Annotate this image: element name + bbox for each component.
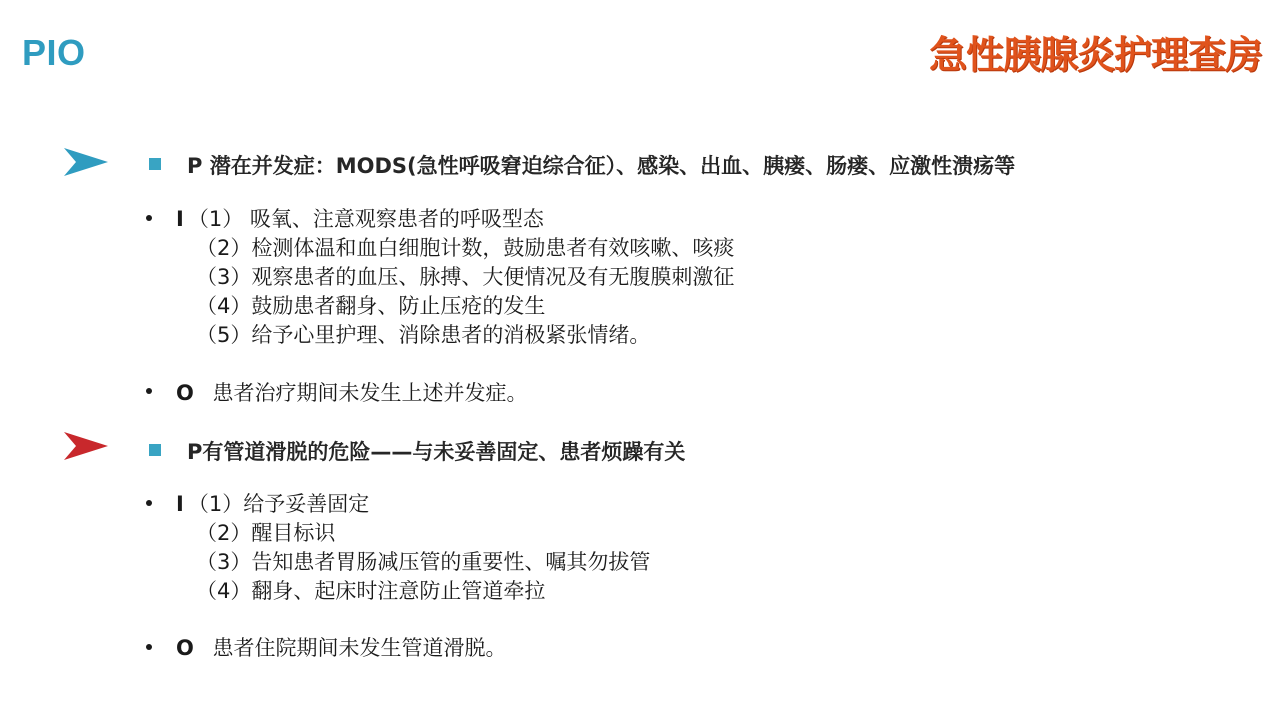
intervention-item: （4）鼓励患者翻身、防止压疮的发生 [196, 294, 546, 318]
pio-title: PIO [22, 32, 86, 73]
arrow-icon-red [62, 430, 110, 462]
bullet-dot-icon [146, 644, 152, 650]
bullet-dot-icon [146, 500, 152, 506]
intervention-line [176, 488, 369, 518]
section-heading-tube-risk: P有管道滑脱的危险——与未妥善固定、患者烦躁有关 [187, 440, 686, 464]
intervention-line [176, 203, 544, 233]
intervention-letter: I [176, 207, 184, 231]
brand-title: 急性胰腺炎护理查房 [928, 33, 1262, 77]
intervention-item: （4）翻身、起床时注意防止管道牵拉 [196, 579, 546, 603]
intervention-item: （2）检测体温和血白细胞计数，鼓励患者有效咳嗽、咳痰 [196, 236, 735, 260]
intervention-letter: I [176, 492, 184, 516]
square-bullet-icon [149, 158, 161, 170]
intervention-item: （3）观察患者的血压、脉搏、大便情况及有无腹膜刺激征 [196, 265, 735, 289]
outcome-line [176, 377, 528, 407]
outcome-text: 患者住院期间未发生管道滑脱。 [212, 636, 507, 660]
outcome-text: 患者治疗期间未发生上述并发症。 [212, 381, 528, 405]
intervention-item: （3）告知患者胃肠减压管的重要性、嘱其勿拔管 [196, 550, 651, 574]
outcome-letter: O [176, 636, 194, 660]
bullet-dot-icon [146, 215, 152, 221]
section-heading-complications: P 潜在并发症：MODS(急性呼吸窘迫综合征）、感染、出血、胰瘘、肠瘘、应激性溃疡等 [187, 154, 1016, 178]
intervention-item: （5）给予心里护理、消除患者的消极紧张情绪。 [196, 323, 651, 347]
bullet-dot-icon [146, 388, 152, 394]
arrow-icon-blue [62, 146, 110, 178]
intervention-item: （2）醒目标识 [196, 521, 336, 545]
intervention-item: （1） 吸氧、注意观察患者的呼吸型态 [187, 207, 544, 231]
intervention-item: （1）给予妥善固定 [187, 492, 370, 516]
outcome-line [176, 632, 507, 662]
outcome-letter: O [176, 381, 194, 405]
square-bullet-icon [149, 444, 161, 456]
